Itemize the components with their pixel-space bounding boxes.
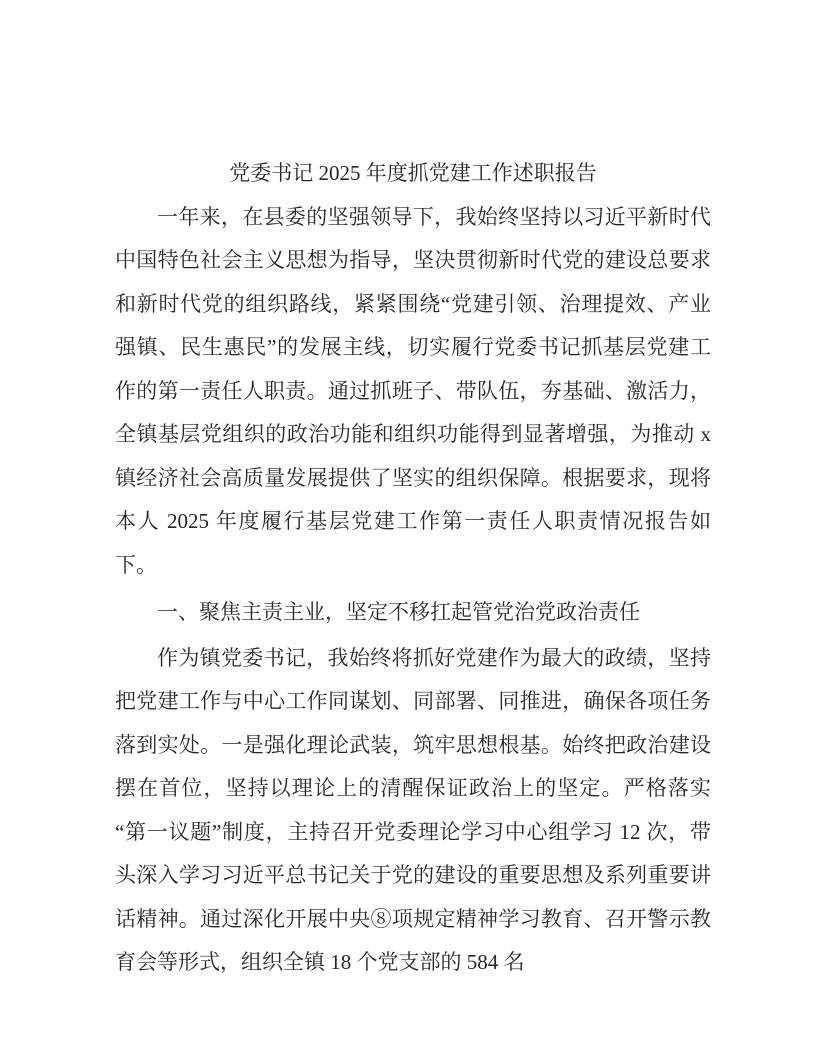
document-content (115, 152, 711, 985)
section1-heading: 一、聚焦主责主业，坚定不移扛起管党治党政治责任 (157, 600, 640, 624)
document-title: 党委书记 2025 年度抓党建工作述职报告 (229, 161, 597, 185)
intro-paragraph: 一年来，在县委的坚强领导下，我始终坚持以习近平新时代中国特色社会主义思想为指导，坚决贯彻新时代党的建设总要求和新时代党的组织路线，紧紧围绕“党建引领、治理提效、产业强镇、民生惠民”的发展主线，切实履行党委书记抓基层党建工作的第一责任人职责。通过抓班子、带队伍，夯基础、激活力，全镇基层党组织的政治功能和组织功能得到显著增强，为推动 x 镇经济社会高质量发展提供了坚实的组织保障。根据要求，现将本人 2025 年度履行基层党建工作第一责任人职责情况报告如下。 (115, 204, 711, 577)
section1-paragraph: 作为镇党委书记，我始终将抓好党建作为最大的政绩，坚持把党建工作与中心工作同谋划、同部署、同推进，确保各项任务落到实处。一是强化理论武装，筑牢思想根基。始终把政治建设摆在首位，坚持以理论上的清醒保证政治上的坚定。严格落实“第一议题”制度，主持召开党委理论学习中心组学习 12 次，带头深入学习习近平总书记关于党的建设的重要思想及系列重要讲话精神。通过深化开展中央⑧项规定精神学习教育、召开警示教育会等形式，组织全镇 18 个党支部的 584 名 (115, 645, 711, 974)
